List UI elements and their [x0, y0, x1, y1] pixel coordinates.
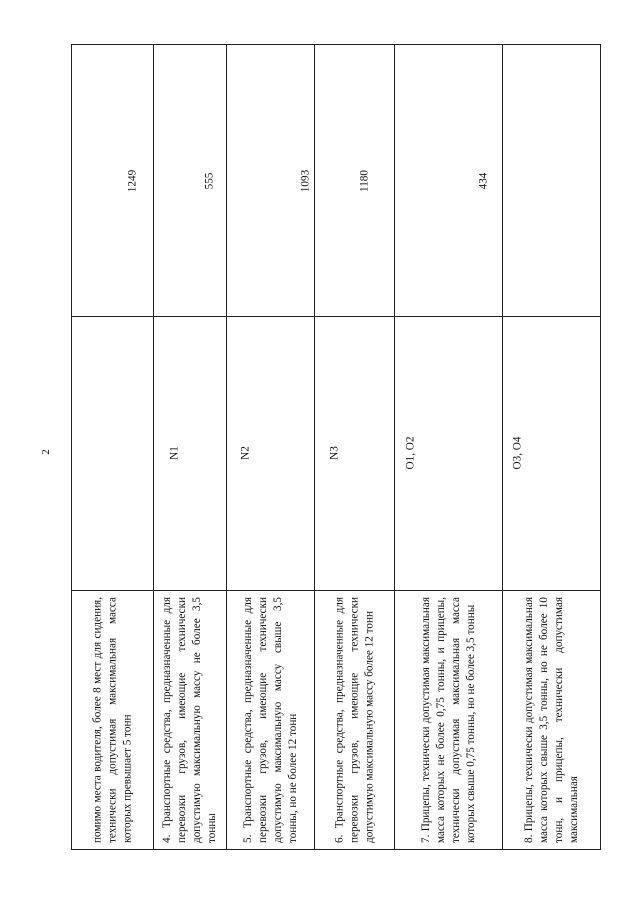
value-text: 555: [203, 172, 216, 189]
table-row: [395, 45, 503, 849]
description-text: 7. Прицепы, технически допустимая максимальная масса которых не более 0,75 тонны, и прицепы, технически допустимая максимальная масса которых свыше 0,75 тонны, но не более 3,5 тонны: [419, 596, 477, 843]
description-text: 6. Транспортные средства, предназначенные для перевозки грузов, имеющие технически допустимую максимальную массу более 12 тонн: [333, 596, 375, 843]
description-cell: [154, 590, 226, 849]
table-row: [72, 45, 154, 849]
table-row: [154, 45, 227, 849]
value-cell: [72, 45, 153, 316]
code-text: O1, O2: [404, 436, 417, 470]
value-cell: [315, 45, 394, 316]
value-cell: [503, 45, 600, 316]
description-text: помимо места водителя, более 8 мест для сидения, технически допустимая максимальная масса которых превышает 5 тонн: [91, 596, 133, 843]
tariff-table: [71, 44, 601, 850]
code-cell: [315, 316, 394, 590]
code-text: N1: [168, 446, 181, 460]
description-cell: [395, 590, 502, 849]
code-cell: [227, 316, 314, 590]
value-text: 1249: [126, 169, 139, 192]
value-text: 1180: [358, 169, 371, 192]
code-text: N3: [328, 446, 341, 460]
code-text: N2: [239, 446, 252, 460]
description-cell: [503, 590, 600, 849]
code-text: O3, O4: [511, 436, 524, 470]
code-cell: [72, 316, 153, 590]
value-cell: [227, 45, 314, 316]
page-number: 2: [40, 449, 52, 455]
description-text: 8. Прицепы, технически допустимая максимальная масса которых свыше 3,5 тонны, но не более 10 тонн, и прицепы, технически допустимая максимальная: [522, 596, 580, 843]
table-row: [503, 45, 600, 849]
value-cell: [154, 45, 226, 316]
table-row: [315, 45, 395, 849]
code-cell: [503, 316, 600, 590]
value-cell: [395, 45, 502, 316]
description-cell: [72, 590, 153, 849]
description-text: 5. Транспортные средства, предназначенные для перевозки грузов, имеющие технически допустимую максимальную массу свыше 3,5 тонны, но не более 12 тонн: [241, 596, 299, 843]
value-text: 434: [477, 172, 490, 189]
description-cell: [315, 590, 394, 849]
description-text: 4. Транспортные средства, предназначенные для перевозки грузов, имеющие технически допустимую максимальную массу не более 3,5 тонны: [161, 596, 218, 843]
code-cell: [395, 316, 502, 590]
table-row: [227, 45, 315, 849]
code-cell: [154, 316, 226, 590]
value-text: 1093: [299, 169, 312, 192]
description-cell: [227, 590, 314, 849]
